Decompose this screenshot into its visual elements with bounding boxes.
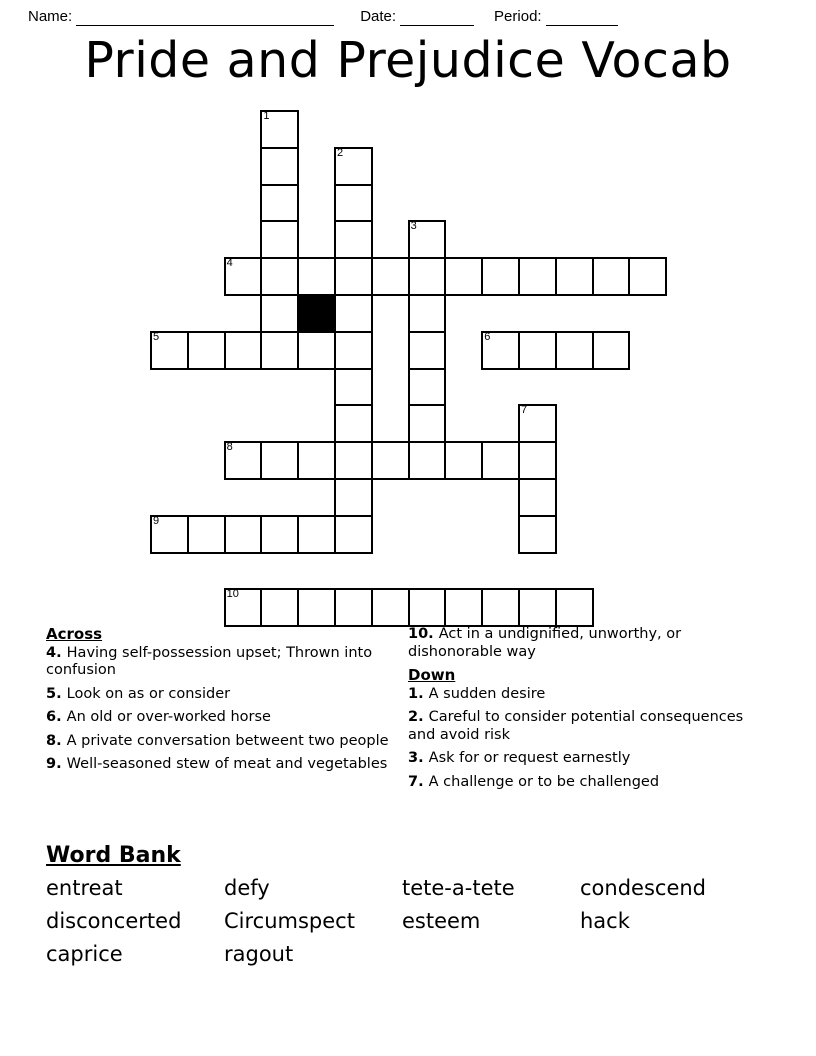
- crossword-cell[interactable]: [187, 515, 226, 554]
- crossword-cell[interactable]: [555, 331, 594, 370]
- word-bank-word: defy: [224, 876, 270, 900]
- clue-number: 4.: [46, 644, 67, 661]
- crossword-cell[interactable]: [481, 331, 520, 370]
- clue-text: A sudden desire: [428, 685, 546, 702]
- crossword-cell[interactable]: [260, 220, 299, 259]
- crossword-cell[interactable]: [334, 294, 373, 333]
- crossword-cell-number: 4: [226, 257, 233, 270]
- word-bank-word: caprice: [46, 942, 123, 966]
- crossword-cell-number: 1: [263, 110, 270, 122]
- crossword-cell[interactable]: [297, 331, 336, 370]
- word-bank-word: esteem: [402, 909, 481, 933]
- crossword-cell[interactable]: [408, 331, 447, 370]
- word-bank-word: condescend: [580, 876, 706, 900]
- crossword-cell[interactable]: [260, 588, 299, 627]
- crossword-cell[interactable]: [334, 404, 373, 443]
- crossword-cell[interactable]: [518, 257, 557, 296]
- word-bank-word: entreat: [46, 876, 123, 900]
- clue-number: 9.: [46, 756, 67, 772]
- crossword-cell[interactable]: [260, 515, 299, 554]
- crossword-cell[interactable]: [518, 515, 557, 554]
- clue-text: Look on as or consider: [66, 685, 231, 702]
- clues-column-right: [408, 626, 744, 797]
- crossword-cell[interactable]: [260, 294, 299, 333]
- crossword-cell[interactable]: [224, 515, 263, 554]
- crossword-cell[interactable]: [444, 441, 483, 480]
- word-bank-word: hack: [580, 909, 630, 933]
- crossword-cell[interactable]: [334, 147, 373, 186]
- crossword-cell[interactable]: [224, 257, 263, 296]
- across-clue-list-continued: [408, 626, 744, 661]
- across-clue: [46, 686, 394, 704]
- crossword-cell[interactable]: [518, 588, 557, 627]
- crossword-cell[interactable]: [408, 294, 447, 333]
- crossword-cell[interactable]: [187, 331, 226, 370]
- crossword-cell[interactable]: [334, 184, 373, 223]
- across-clue: [408, 626, 744, 661]
- clue-text: Act in a undignified, unworthy, or dishonorable way: [408, 626, 682, 660]
- crossword-cell-number: 6: [484, 330, 491, 343]
- crossword-cell[interactable]: [334, 220, 373, 259]
- crossword-cell[interactable]: [150, 515, 189, 554]
- crossword-cell[interactable]: [481, 257, 520, 296]
- down-clue: [408, 750, 744, 768]
- crossword-cell[interactable]: [260, 331, 299, 370]
- clue-text: Having self-possession upset; Thrown into confusion: [46, 644, 373, 678]
- clue-number: 1.: [408, 685, 429, 702]
- page-title: Pride and Prejudice Vocab: [84, 32, 732, 89]
- clue-number: 2.: [408, 709, 429, 725]
- crossword-cell[interactable]: [260, 147, 299, 186]
- word-bank-grid: [46, 874, 770, 968]
- crossword-cell[interactable]: [150, 331, 189, 370]
- crossword-cell[interactable]: [481, 441, 520, 480]
- period-label: Period:: [494, 8, 542, 25]
- crossword-cell[interactable]: [334, 368, 373, 407]
- crossword-cell-number: 9: [153, 514, 160, 527]
- crossword-cell[interactable]: [518, 331, 557, 370]
- crossword-cell[interactable]: [408, 441, 447, 480]
- crossword-cell[interactable]: [628, 257, 667, 296]
- down-clue: [408, 686, 744, 704]
- crossword-cell[interactable]: [371, 257, 410, 296]
- crossword-cell[interactable]: [408, 588, 447, 627]
- across-heading: Across: [46, 625, 103, 643]
- down-heading: Down: [408, 666, 456, 684]
- crossword-cell[interactable]: [334, 331, 373, 370]
- crossword-cell[interactable]: [444, 257, 483, 296]
- crossword-cell-number: 3: [410, 220, 417, 233]
- name-label: Name:: [28, 8, 73, 25]
- crossword-cell[interactable]: [297, 257, 336, 296]
- crossword-cell[interactable]: [371, 441, 410, 480]
- crossword-cell[interactable]: [555, 588, 594, 627]
- crossword-cell[interactable]: [518, 478, 557, 517]
- across-clue: [46, 733, 394, 751]
- crossword-cell[interactable]: [481, 588, 520, 627]
- clue-text: Careful to consider potential consequences and avoid risk: [408, 709, 744, 743]
- word-bank-word: Circumspect: [224, 909, 355, 933]
- crossword-cell-number: 2: [337, 146, 344, 159]
- crossword-cell[interactable]: [260, 257, 299, 296]
- down-clue: [408, 774, 744, 792]
- word-bank-word: ragout: [224, 942, 294, 966]
- clue-text: Well-seasoned stew of meat and vegetables: [66, 756, 388, 772]
- crossword-cell[interactable]: [408, 404, 447, 443]
- crossword-cell[interactable]: [444, 588, 483, 627]
- word-bank-word: disconcerted: [46, 909, 182, 933]
- crossword-cell[interactable]: [224, 331, 263, 370]
- clue-text: Ask for or request earnestly: [428, 750, 631, 766]
- crossword-cell[interactable]: [334, 441, 373, 480]
- word-bank-word: tete-a-tete: [402, 876, 515, 900]
- across-clue: [46, 709, 394, 727]
- clue-number: 6.: [46, 709, 67, 725]
- down-clue-list: [408, 686, 744, 792]
- crossword-cell[interactable]: [371, 588, 410, 627]
- crossword-blocked-cell: [297, 294, 336, 333]
- crossword-cell[interactable]: [260, 441, 299, 480]
- clue-text: An old or over-worked horse: [66, 709, 271, 725]
- crossword-cell[interactable]: [334, 515, 373, 554]
- across-clue-list: [46, 645, 394, 774]
- crossword-cell-number: 10: [226, 588, 239, 601]
- crossword-cell[interactable]: [334, 257, 373, 296]
- crossword-cell[interactable]: [224, 588, 263, 627]
- crossword-cell[interactable]: [555, 257, 594, 296]
- crossword-cell[interactable]: [297, 588, 336, 627]
- crossword-cell[interactable]: [260, 184, 299, 223]
- crossword-cell[interactable]: [297, 515, 336, 554]
- clue-number: 8.: [46, 732, 67, 749]
- date-label: Date:: [360, 8, 397, 25]
- crossword-cell[interactable]: [518, 441, 557, 480]
- clue-text: A challenge or to be challenged: [428, 773, 660, 790]
- clues-section: [0, 626, 816, 826]
- crossword-cell-number: 8: [226, 441, 233, 454]
- crossword-cell[interactable]: [592, 257, 631, 296]
- crossword-cell[interactable]: [518, 404, 557, 443]
- clue-text: A private conversation betweent two people: [66, 732, 389, 749]
- crossword-cell[interactable]: [334, 478, 373, 517]
- crossword-cell[interactable]: [408, 220, 447, 259]
- crossword-cell[interactable]: [592, 331, 631, 370]
- crossword-cell[interactable]: [408, 257, 447, 296]
- down-clue: [408, 709, 744, 744]
- across-clue: [46, 756, 394, 774]
- clue-number: 10.: [408, 626, 439, 642]
- crossword-cell[interactable]: [334, 588, 373, 627]
- clues-column-left: [46, 626, 394, 780]
- across-clue: [46, 645, 394, 680]
- crossword-cell[interactable]: [260, 110, 299, 149]
- crossword-cell[interactable]: [408, 368, 447, 407]
- crossword-cell-number: 5: [153, 330, 160, 343]
- crossword-cell[interactable]: [297, 441, 336, 480]
- crossword-cell-number: 7: [521, 404, 528, 417]
- word-bank-title: Word Bank: [46, 843, 181, 868]
- crossword-cell[interactable]: [224, 441, 263, 480]
- clue-number: 3.: [408, 750, 429, 766]
- clue-number: 7.: [408, 773, 429, 790]
- clue-number: 5.: [46, 685, 67, 702]
- word-bank: [46, 843, 770, 968]
